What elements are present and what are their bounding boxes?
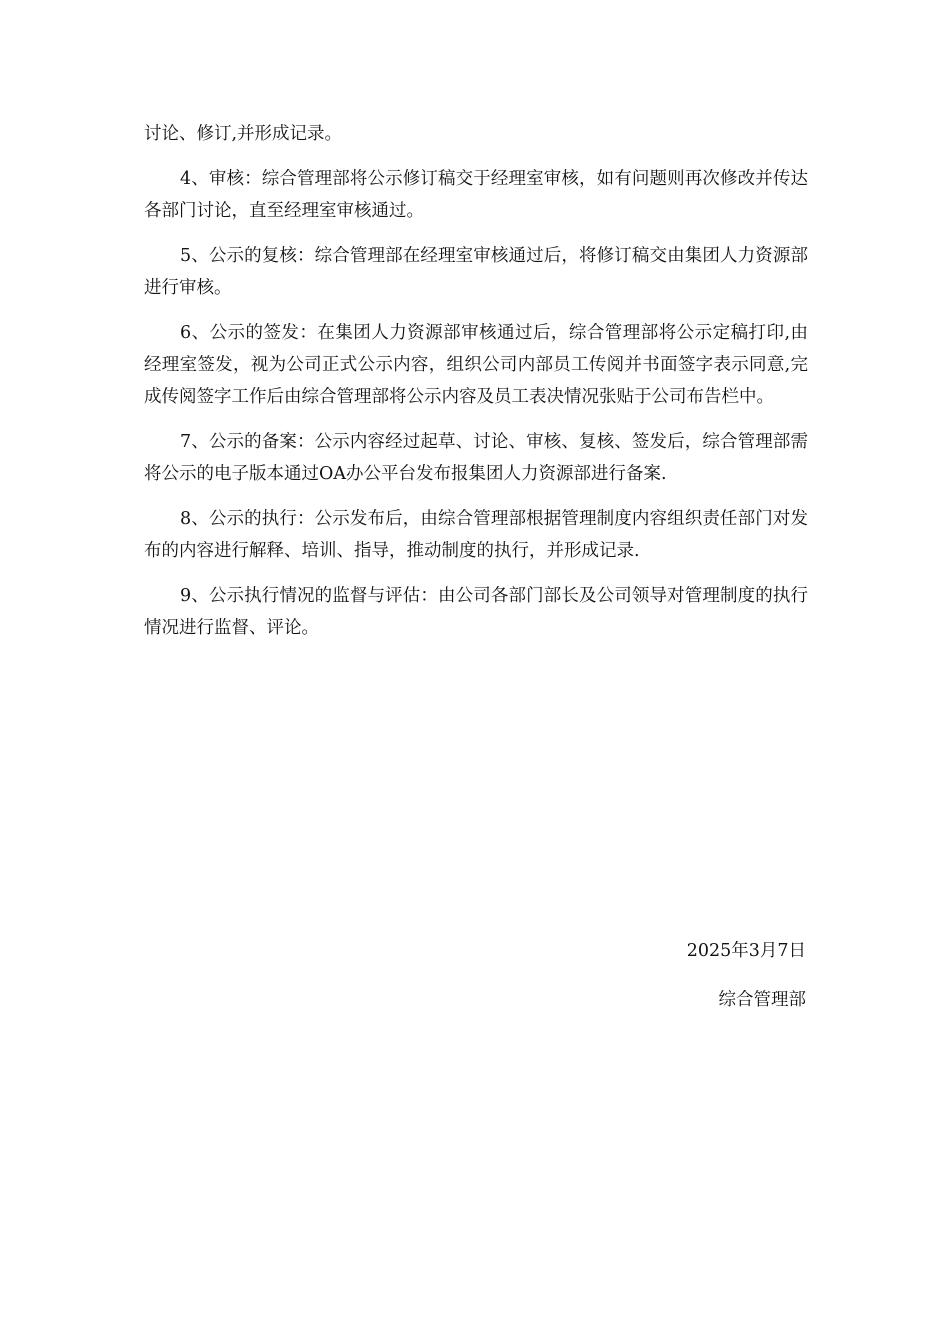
paragraph-execution: 8、公示的执行：公示发布后，由综合管理部根据管理制度内容组织责任部门对发布的内容进行解释、培训、指导，推动制度的执行，并形成记录.: [144, 509, 808, 561]
paragraph-continuation: 讨论、修订,并形成记录。: [144, 124, 343, 144]
paragraph-supervision: 9、公示执行情况的监督与评估：由公司各部门部长及公司领导对管理制度的执行情况进行监督、评论。: [144, 586, 808, 638]
paragraph-filing: 7、公示的备案：公示内容经过起草、讨论、审核、复核、签发后，综合管理部需将公示的电子版本通过OA办公平台发布报集团人力资源部进行备案.: [144, 432, 808, 484]
signature-department: 综合管理部: [718, 990, 806, 1010]
document-body: [144, 118, 808, 657]
paragraph-recheck: 5、公示的复核：综合管理部在经理室审核通过后，将修订稿交由集团人力资源部进行审核。: [144, 246, 808, 298]
paragraph-issue: 6、公示的签发：在集团人力资源部审核通过后，综合管理部将公示定稿打印,由经理室签发，视为公司正式公示内容，组织公司内部员工传阅并书面签字表示同意,完成传阅签字工作后由综合管理部将公示内容及员工表决情况张贴于公司布告栏中。: [144, 323, 808, 407]
paragraph-review: 4、审核：综合管理部将公示修订稿交于经理室审核，如有问题则再次修改并传达各部门讨论，直至经理室审核通过。: [144, 169, 808, 221]
signature-date: 2025年3月7日: [686, 941, 806, 961]
